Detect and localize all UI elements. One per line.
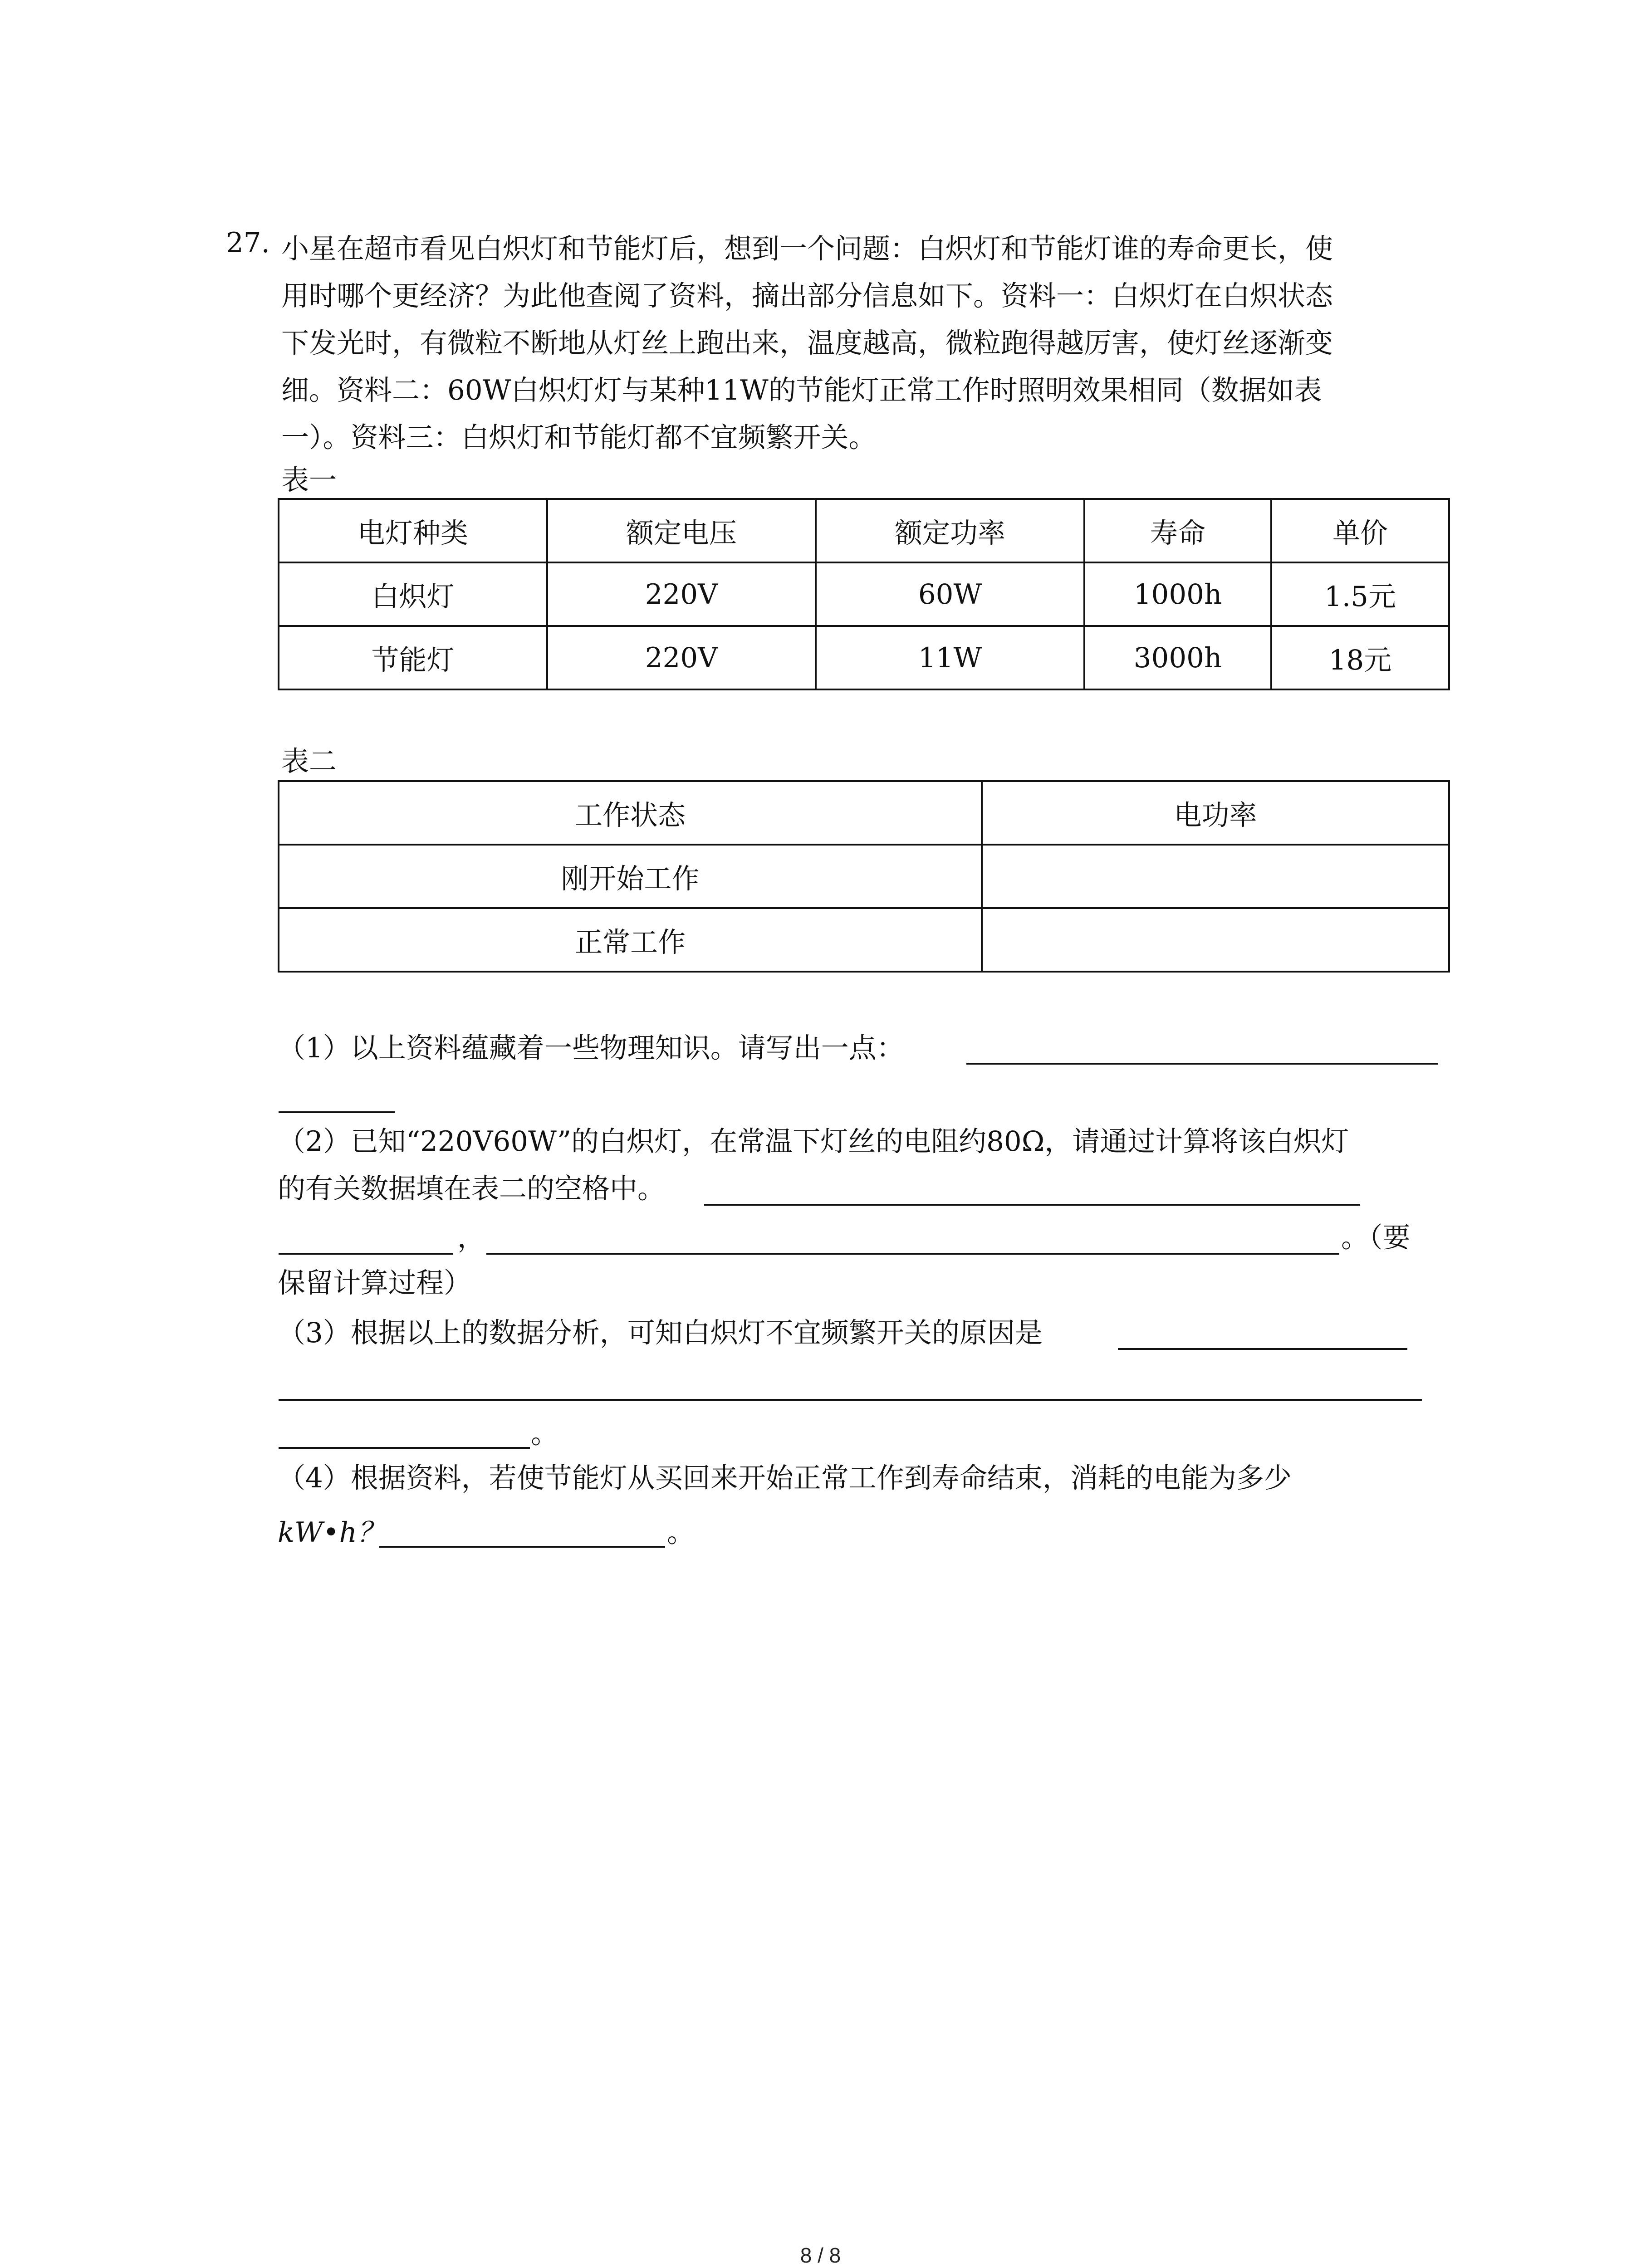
question-line-4: 细。资料二：60W白炽灯灯与某种11W的节能灯正常工作时照明效果相同（数据如表 <box>281 374 1322 406</box>
table2-answer-cell[interactable] <box>982 845 1449 908</box>
table-row <box>279 626 1449 689</box>
table-cell: 60W <box>816 562 1084 626</box>
table1-header-cell: 额定电压 <box>547 499 816 562</box>
table-cell: 3000h <box>1084 626 1271 689</box>
table1 <box>278 498 1450 690</box>
subquestion-2-line-2: 的有关数据填在表二的空格中。 <box>278 1173 666 1205</box>
table-cell: 11W <box>816 626 1084 689</box>
question-line-5: 一）。资料三：白炽灯和节能灯都不宜频繁开关。 <box>281 421 877 454</box>
table-cell: 18元 <box>1271 626 1449 689</box>
answer-blank-2c[interactable] <box>486 1253 1339 1255</box>
answer-blank-3a[interactable] <box>1118 1348 1407 1350</box>
table-row <box>279 845 1449 908</box>
table1-header-row <box>279 499 1449 562</box>
question-line-1: 小星在超市看见白炽灯和节能灯后，想到一个问题：白炽灯和节能灯谁的寿命更长，使 <box>281 233 1333 265</box>
answer-blank-3b[interactable] <box>279 1399 1422 1401</box>
table-cell: 刚开始工作 <box>279 845 982 908</box>
table1-label: 表一 <box>281 464 337 496</box>
subquestion-1-text: （1）以上资料蕴藏着一些物理知识。请写出一点： <box>278 1032 904 1064</box>
table2-header-cell: 工作状态 <box>279 781 982 845</box>
table2-label: 表二 <box>281 745 337 777</box>
table-cell: 220V <box>547 626 816 689</box>
question-line-2: 用时哪个更经济？为此他查阅了资料，摘出部分信息如下。资料一：白炽灯在白炽状态 <box>281 280 1333 312</box>
answer-blank-1b[interactable] <box>279 1111 395 1113</box>
table-cell: 1000h <box>1084 562 1271 626</box>
subquestion-3-text: （3）根据以上的数据分析，可知白炽灯不宜频繁开关的原因是 <box>278 1317 1043 1349</box>
table-cell: 220V <box>547 562 816 626</box>
answer-blank-3c[interactable] <box>279 1447 530 1449</box>
table-row <box>279 908 1449 972</box>
question-line-3: 下发光时，有微粒不断地从灯丝上跑出来，温度越高，微粒跑得越厉害，使灯丝逐渐变 <box>281 327 1333 359</box>
answer-blank-4[interactable] <box>379 1546 665 1548</box>
table-row <box>279 562 1449 626</box>
answer-blank-1a[interactable] <box>966 1063 1438 1065</box>
question-number: 27. <box>226 227 270 259</box>
answer-blank-2b[interactable] <box>279 1253 453 1255</box>
table1-header-cell: 额定功率 <box>816 499 1084 562</box>
subquestion-3-end: 。 <box>531 1418 559 1450</box>
table-cell: 节能灯 <box>279 626 547 689</box>
table-cell: 1.5元 <box>1271 562 1449 626</box>
table2-answer-cell[interactable] <box>982 908 1449 972</box>
subquestion-4-unit: kW•h？ <box>278 1516 385 1549</box>
subquestion-2-line-1: （2）已知“220V60W”的白炽灯，在常温下灯丝的电阻约80Ω，请通过计算将该白炽灯 <box>278 1125 1349 1158</box>
table2 <box>278 780 1450 973</box>
table2-header-cell: 电功率 <box>982 781 1449 845</box>
answer-blank-2a[interactable] <box>704 1204 1360 1206</box>
table1-header-cell: 电灯种类 <box>279 499 547 562</box>
subquestion-4-end: 。 <box>667 1516 695 1549</box>
table2-header-row <box>279 781 1449 845</box>
table1-header-cell: 寿命 <box>1084 499 1271 562</box>
subquestion-4-line-1: （4）根据资料，若使节能灯从买回来开始正常工作到寿命结束，消耗的电能为多少 <box>278 1462 1292 1494</box>
page-number: 8 / 8 <box>800 2244 841 2267</box>
subquestion-2-end: 。（要 <box>1341 1222 1411 1254</box>
subquestion-2-line-4: 保留计算过程） <box>278 1267 472 1299</box>
table1-header-cell: 单价 <box>1271 499 1449 562</box>
table-cell: 正常工作 <box>279 908 982 972</box>
subquestion-2-comma: ， <box>457 1222 485 1254</box>
table-cell: 白炽灯 <box>279 562 547 626</box>
